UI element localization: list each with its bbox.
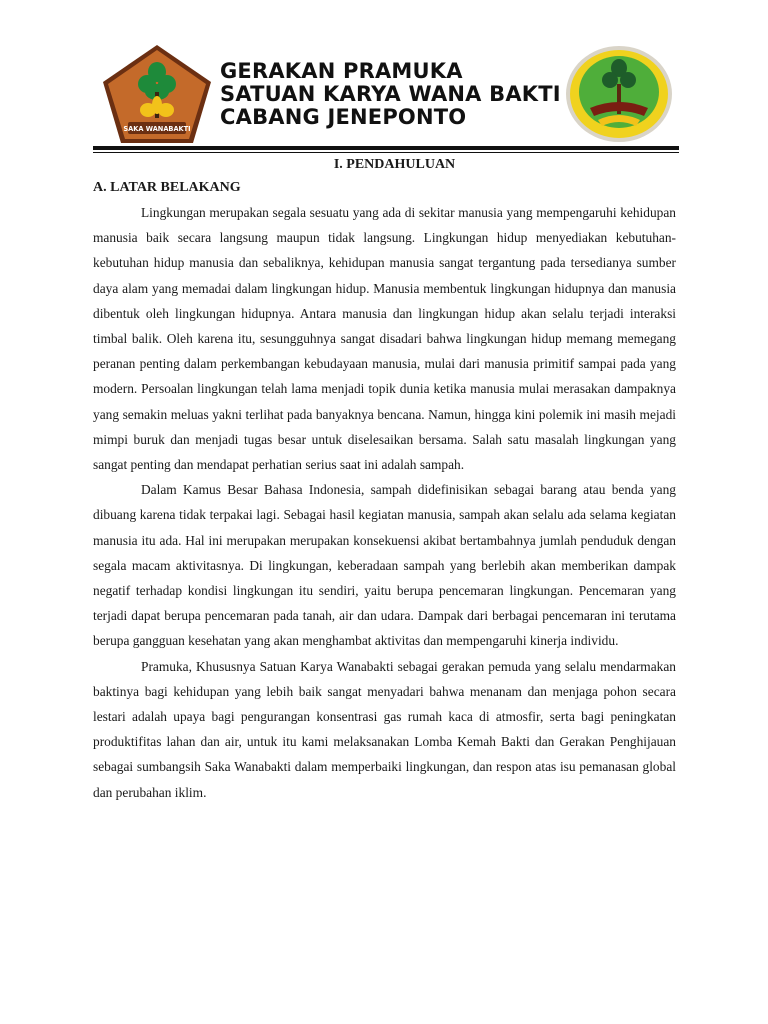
paragraph-1: Lingkungan merupakan segala sesuatu yang ada di sekitar manusia yang mempengaruhi kehidupan manusia baik secara langsung maupun tidak langsung. Lingkungan hidup menyediakan kebutuhan-kebutuhan hidup manusia dan sebaliknya, kehidupan manusia sangat tergantung pada tersedianya sumber daya alam yang memadai dalam lingkungan hidup. Manusia membentuk lingkungan hidupnya dan manusia dibentuk oleh lingkungan hidupnya. Antara manusia dan lingkungan hidup akan selalu terjadi interaksi timbal balik. Oleh karena itu, sesungguhnya sangat disadari bahwa lingkungan hidup memang memegang peranan penting dalam perkembangan kebudayaan manusia, mulai dari manusia primitif sampai pada yang modern. Persoalan lingkungan telah lama menjadi topik dunia ketika manusia mulai merasakan dampaknya yang semakin meluas yakni terlihat pada banyaknya bencana. Namun, hingga kini polemik ini masih mejadi mimpi buruk dan menjadi tugas besar untuk diselesaikan bersama. Salah satu masalah lingkungan yang sangat penting dan mendapat perhatian serius saat ini adalah sampah. xyxy=(93,205,676,473)
emblem-text: SAKA WANABAKTI xyxy=(123,125,191,133)
org-line-1: GERAKAN PRAMUKA xyxy=(220,59,463,83)
document-body xyxy=(93,152,676,805)
chapter-title: I. PENDAHULUAN xyxy=(333,157,456,172)
paragraph-3: Pramuka, Khususnya Satuan Karya Wanabakti sebagai gerakan pemuda yang selalu mendarmakan baktinya bagi kehidupan yang lebih baik sangat menyadari bahwa menanam dan menjaga pohon secara lestari adalah upaya bagi pengurangan konsentrasi gas rumah kaca di atmosfir, serta bagi peningkatan produktifitas lahan dan air, untuk itu kami melaksanakan Lomba Kemah Bakti dan Gerakan Penghijauan sebagai sumbangsih Saka Wanabakti dalam memperbaiki lingkungan, dan respon atas isu pemanasan global dan perubahan iklim. xyxy=(93,658,676,800)
letterhead xyxy=(0,0,768,152)
header-rule-thick xyxy=(93,146,679,150)
saka-wanabakti-emblem-icon xyxy=(100,42,214,146)
org-line-2: SATUAN KARYA WANA BAKTI xyxy=(220,82,561,106)
org-line-3: CABANG JENEPONTO xyxy=(220,105,467,129)
wanabakti-round-emblem-icon xyxy=(564,44,674,144)
paragraph-2: Dalam Kamus Besar Bahasa Indonesia, sampah didefinisikan sebagai barang atau benda yang dibuang karena tidak terpakai lagi. Sebagai hasil kegiatan manusia, sampah akan selalu ada selama kegiatan manusia itu ada. Hal ini merupakan merupakan konsekuensi akibat bertambahnya jumlah penduduk dengan segala macam aktivitasnya. Di lingkungan, keberadaan sampah yang berlebih akan memberikan dampak negatif terhadap kondisi lingkungan itu sendiri, yaitu berupa pencemaran lingkungan. Pencemaran yang terjadi dapat berupa pencemaran pada tanah, air dan udara. Dampak dari berbagai pencemaran ini terutama berupa gangguan kesehatan yang akan menghambat aktivitas dan mempengaruhi kinerja individu. xyxy=(93,482,676,649)
section-title: A. LATAR BELAKANG xyxy=(93,180,241,195)
organization-name xyxy=(220,60,561,129)
